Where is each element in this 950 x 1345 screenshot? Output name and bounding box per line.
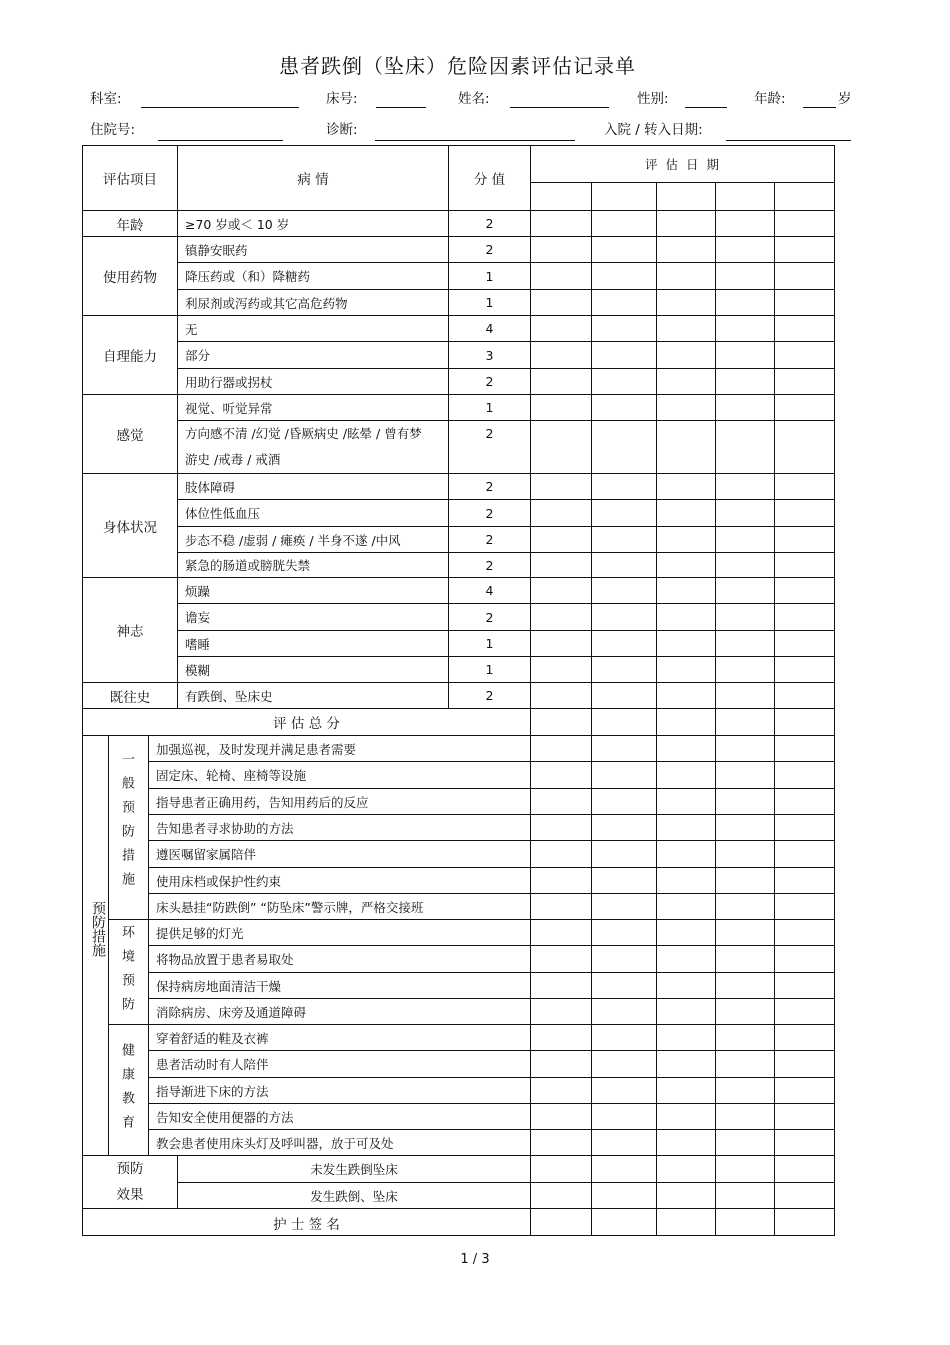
- condition-text: 降压药或（和）降糖药: [177, 262, 448, 289]
- bed-label: 床号:: [326, 91, 358, 107]
- date-entry-cell[interactable]: [591, 708, 656, 735]
- date-entry-cell[interactable]: [774, 893, 835, 919]
- date-entry-cell[interactable]: [530, 1024, 591, 1050]
- date-entry-cell[interactable]: [774, 761, 835, 788]
- date-entry-cell[interactable]: [530, 867, 591, 893]
- date-entry-cell[interactable]: [530, 1103, 591, 1129]
- dept-field[interactable]: [141, 107, 299, 108]
- header-date: 评 估 日 期: [530, 145, 835, 182]
- date-entry-cell[interactable]: [774, 682, 835, 708]
- condition-text: 肢体障碍: [177, 473, 448, 499]
- prevention-item: 加强巡视，及时发现并满足患者需要: [148, 735, 530, 761]
- date-entry-cell[interactable]: [774, 788, 835, 814]
- prevention-item: 保持病房地面清洁干燥: [148, 972, 530, 998]
- date-entry-cell[interactable]: [774, 526, 835, 552]
- category-history: 既往史: [82, 682, 177, 708]
- date-entry-cell[interactable]: [530, 708, 591, 735]
- date-entry-cell[interactable]: [774, 262, 835, 289]
- date-entry-cell[interactable]: [530, 552, 591, 577]
- date-entry-cell[interactable]: [774, 552, 835, 577]
- bed-field[interactable]: [376, 107, 426, 108]
- date-entry-cell[interactable]: [656, 656, 715, 682]
- score-value: 2: [448, 552, 530, 577]
- prevention-item: 将物品放置于患者易取处: [148, 945, 530, 972]
- date-entry-cell[interactable]: [656, 761, 715, 788]
- date-entry-cell[interactable]: [715, 236, 774, 262]
- date-entry-cell[interactable]: [530, 893, 591, 919]
- prevention-item: 使用床档或保护性约束: [148, 867, 530, 893]
- date-entry-cell[interactable]: [656, 420, 715, 473]
- date-entry-cell[interactable]: [656, 1208, 715, 1236]
- prevention-item: 遵医嘱留家属陪伴: [148, 840, 530, 867]
- diagnosis-field[interactable]: [375, 140, 575, 141]
- date-entry-cell[interactable]: [530, 630, 591, 656]
- date-entry-cell[interactable]: [530, 1208, 591, 1236]
- condition-text: 紧急的肠道或膀胱失禁: [177, 552, 448, 577]
- date-entry-cell[interactable]: [530, 315, 591, 341]
- date-cell[interactable]: [656, 182, 715, 210]
- category-consciousness: 神志: [82, 577, 177, 682]
- date-entry-cell[interactable]: [656, 603, 715, 630]
- date-entry-cell[interactable]: [591, 341, 656, 368]
- date-entry-cell[interactable]: [774, 1155, 835, 1182]
- date-entry-cell[interactable]: [591, 603, 656, 630]
- score-value: 2: [448, 682, 530, 708]
- condition-line: 方向感不清 /幻觉 /昏厥病史 /眩晕 / 曾有梦: [185, 426, 422, 441]
- date-entry-cell[interactable]: [656, 210, 715, 236]
- date-entry-cell[interactable]: [656, 867, 715, 893]
- date-entry-cell[interactable]: [715, 577, 774, 603]
- date-entry-cell[interactable]: [591, 893, 656, 919]
- condition-text: 有跌倒、坠床史: [177, 682, 448, 708]
- date-entry-cell[interactable]: [656, 1024, 715, 1050]
- date-entry-cell[interactable]: [774, 814, 835, 840]
- condition-text: 利尿剂或泻药或其它高危药物: [177, 289, 448, 315]
- date-entry-cell[interactable]: [715, 656, 774, 682]
- date-entry-cell[interactable]: [591, 761, 656, 788]
- date-entry-cell[interactable]: [656, 552, 715, 577]
- date-entry-cell[interactable]: [591, 682, 656, 708]
- score-value: 2: [448, 236, 530, 262]
- date-entry-cell[interactable]: [530, 998, 591, 1024]
- date-entry-cell[interactable]: [715, 682, 774, 708]
- date-entry-cell[interactable]: [656, 735, 715, 761]
- date-entry-cell[interactable]: [656, 1155, 715, 1182]
- date-entry-cell[interactable]: [715, 341, 774, 368]
- date-entry-cell[interactable]: [656, 630, 715, 656]
- date-entry-cell[interactable]: [774, 1103, 835, 1129]
- date-entry-cell[interactable]: [591, 315, 656, 341]
- date-entry-cell[interactable]: [530, 499, 591, 526]
- date-entry-cell[interactable]: [591, 945, 656, 972]
- date-entry-cell[interactable]: [530, 945, 591, 972]
- date-entry-cell[interactable]: [715, 315, 774, 341]
- diagnosis-label: 诊断:: [326, 122, 358, 138]
- date-entry-cell[interactable]: [715, 761, 774, 788]
- date-entry-cell[interactable]: [530, 526, 591, 552]
- date-entry-cell[interactable]: [591, 1103, 656, 1129]
- score-value: 2: [448, 499, 530, 526]
- effect-option: 发生跌倒、坠床: [177, 1182, 530, 1208]
- date-entry-cell[interactable]: [774, 1077, 835, 1103]
- condition-text: 步态不稳 /虚弱 / 瘫痪 / 半身不遂 /中风: [177, 526, 448, 552]
- date-entry-cell[interactable]: [774, 603, 835, 630]
- date-entry-cell[interactable]: [774, 972, 835, 998]
- date-entry-cell[interactable]: [591, 526, 656, 552]
- date-entry-cell[interactable]: [656, 1050, 715, 1077]
- date-entry-cell[interactable]: [530, 814, 591, 840]
- date-entry-cell[interactable]: [656, 972, 715, 998]
- date-entry-cell[interactable]: [774, 1050, 835, 1077]
- date-entry-cell[interactable]: [591, 577, 656, 603]
- page-number: 1 / 3: [460, 1252, 490, 1267]
- date-entry-cell[interactable]: [715, 289, 774, 315]
- prevention-item: 床头悬挂“防跌倒” “防坠床”警示牌，严格交接班: [148, 893, 530, 919]
- date-entry-cell[interactable]: [656, 368, 715, 394]
- admit-date-label: 入院 / 转入日期:: [604, 122, 703, 138]
- date-entry-cell[interactable]: [591, 1155, 656, 1182]
- date-entry-cell[interactable]: [530, 735, 591, 761]
- date-cell[interactable]: [715, 182, 774, 210]
- date-entry-cell[interactable]: [715, 1182, 774, 1208]
- prevention-item: 患者活动时有人陪伴: [148, 1050, 530, 1077]
- date-entry-cell[interactable]: [530, 761, 591, 788]
- date-entry-cell[interactable]: [715, 420, 774, 473]
- sex-label: 性别:: [637, 91, 669, 107]
- date-entry-cell[interactable]: [715, 394, 774, 420]
- prevention-item: 消除病房、床旁及通道障碍: [148, 998, 530, 1024]
- sex-field[interactable]: [685, 107, 727, 108]
- prevention-item: 提供足够的灯光: [148, 919, 530, 945]
- prevention-item: 告知患者寻求协助的方法: [148, 814, 530, 840]
- prevention-item: 指导患者正确用药，告知用药后的反应: [148, 788, 530, 814]
- effect-label-line: 预防: [116, 1161, 144, 1177]
- date-entry-cell[interactable]: [715, 526, 774, 552]
- date-entry-cell[interactable]: [530, 473, 591, 499]
- admission-no-field[interactable]: [158, 140, 283, 141]
- date-entry-cell[interactable]: [530, 289, 591, 315]
- prevention-item: 穿着舒适的鞋及衣裤: [148, 1024, 530, 1050]
- nurse-signature-label: 护 士 签 名: [82, 1208, 530, 1236]
- date-entry-cell[interactable]: [591, 499, 656, 526]
- prevention-effect-label: [82, 1155, 177, 1208]
- condition-text: 烦躁: [177, 577, 448, 603]
- date-entry-cell[interactable]: [530, 1077, 591, 1103]
- date-entry-cell[interactable]: [591, 867, 656, 893]
- date-entry-cell[interactable]: [774, 341, 835, 368]
- age-label: 年龄:: [754, 91, 786, 107]
- prevention-item: 告知安全使用便器的方法: [148, 1103, 530, 1129]
- date-entry-cell[interactable]: [656, 998, 715, 1024]
- date-entry-cell[interactable]: [715, 630, 774, 656]
- score-value: 2: [448, 368, 530, 394]
- date-entry-cell[interactable]: [530, 368, 591, 394]
- date-entry-cell[interactable]: [715, 919, 774, 945]
- date-entry-cell[interactable]: [656, 919, 715, 945]
- category-self-care: 自理能力: [82, 315, 177, 394]
- score-value: 1: [448, 289, 530, 315]
- date-entry-cell[interactable]: [591, 1208, 656, 1236]
- category-age: 年龄: [82, 210, 177, 236]
- date-entry-cell[interactable]: [530, 656, 591, 682]
- date-entry-cell[interactable]: [591, 1024, 656, 1050]
- date-entry-cell[interactable]: [715, 788, 774, 814]
- date-entry-cell[interactable]: [591, 788, 656, 814]
- effect-option: 未发生跌倒坠床: [177, 1155, 530, 1182]
- date-entry-cell[interactable]: [656, 262, 715, 289]
- date-entry-cell[interactable]: [656, 1182, 715, 1208]
- category-physical: 身体状况: [82, 473, 177, 577]
- date-entry-cell[interactable]: [656, 788, 715, 814]
- category-medication: 使用药物: [82, 236, 177, 315]
- date-entry-cell[interactable]: [591, 1050, 656, 1077]
- date-entry-cell[interactable]: [530, 262, 591, 289]
- date-entry-cell[interactable]: [715, 945, 774, 972]
- date-entry-cell[interactable]: [774, 315, 835, 341]
- date-entry-cell[interactable]: [774, 708, 835, 735]
- date-entry-cell[interactable]: [591, 210, 656, 236]
- score-value: 2: [448, 526, 530, 552]
- date-entry-cell[interactable]: [774, 236, 835, 262]
- date-entry-cell[interactable]: [774, 1024, 835, 1050]
- admit-date-field[interactable]: [726, 140, 851, 141]
- date-entry-cell[interactable]: [774, 499, 835, 526]
- date-entry-cell[interactable]: [715, 1077, 774, 1103]
- date-entry-cell[interactable]: [656, 394, 715, 420]
- score-value: 4: [448, 315, 530, 341]
- date-entry-cell[interactable]: [715, 499, 774, 526]
- date-entry-cell[interactable]: [591, 473, 656, 499]
- date-entry-cell[interactable]: [774, 998, 835, 1024]
- date-entry-cell[interactable]: [530, 603, 591, 630]
- dept-label: 科室:: [90, 91, 122, 107]
- date-entry-cell[interactable]: [591, 814, 656, 840]
- date-entry-cell[interactable]: [591, 1077, 656, 1103]
- date-entry-cell[interactable]: [656, 1077, 715, 1103]
- condition-text: 体位性低血压: [177, 499, 448, 526]
- date-cell[interactable]: [774, 182, 835, 210]
- date-entry-cell[interactable]: [774, 656, 835, 682]
- prevention-item: 教会患者使用床头灯及呼叫器，放于可及处: [148, 1129, 530, 1155]
- date-entry-cell[interactable]: [715, 368, 774, 394]
- date-entry-cell[interactable]: [530, 682, 591, 708]
- header-score: 分 值: [448, 145, 530, 210]
- condition-text: 谵妄: [177, 603, 448, 630]
- date-entry-cell[interactable]: [591, 289, 656, 315]
- date-entry-cell[interactable]: [591, 1129, 656, 1155]
- page-title: 患者跌倒（坠床）危险因素评估记录单: [279, 54, 636, 78]
- date-entry-cell[interactable]: [530, 788, 591, 814]
- date-entry-cell[interactable]: [715, 1129, 774, 1155]
- date-entry-cell[interactable]: [656, 708, 715, 735]
- date-entry-cell[interactable]: [656, 473, 715, 499]
- condition-text: 嗜睡: [177, 630, 448, 656]
- condition-text: 模糊: [177, 656, 448, 682]
- date-entry-cell[interactable]: [656, 315, 715, 341]
- date-cell[interactable]: [591, 182, 656, 210]
- date-entry-cell[interactable]: [591, 735, 656, 761]
- date-entry-cell[interactable]: [591, 840, 656, 867]
- date-entry-cell[interactable]: [774, 735, 835, 761]
- score-value: 1: [448, 656, 530, 682]
- date-entry-cell[interactable]: [656, 1129, 715, 1155]
- condition-text: 视觉、听觉异常: [177, 394, 448, 420]
- score-value: 1: [448, 630, 530, 656]
- date-entry-cell[interactable]: [530, 577, 591, 603]
- date-entry-cell[interactable]: [591, 919, 656, 945]
- date-entry-cell[interactable]: [591, 368, 656, 394]
- prevention-item: 指导渐进下床的方法: [148, 1077, 530, 1103]
- date-entry-cell[interactable]: [774, 394, 835, 420]
- age-field[interactable]: [803, 107, 836, 108]
- date-entry-cell[interactable]: [656, 577, 715, 603]
- date-entry-cell[interactable]: [530, 420, 591, 473]
- score-value: 1: [448, 394, 530, 420]
- date-entry-cell[interactable]: [656, 682, 715, 708]
- date-entry-cell[interactable]: [774, 420, 835, 473]
- date-entry-cell[interactable]: [591, 394, 656, 420]
- condition-text: 部分: [177, 341, 448, 368]
- date-entry-cell[interactable]: [774, 577, 835, 603]
- date-entry-cell[interactable]: [715, 1103, 774, 1129]
- date-entry-cell[interactable]: [774, 1182, 835, 1208]
- date-entry-cell[interactable]: [715, 814, 774, 840]
- date-entry-cell[interactable]: [774, 919, 835, 945]
- age-unit: 岁: [838, 91, 852, 107]
- date-entry-cell[interactable]: [715, 735, 774, 761]
- score-value: 2: [448, 473, 530, 499]
- category-sensation: 感觉: [82, 394, 177, 473]
- date-entry-cell[interactable]: [530, 1050, 591, 1077]
- date-entry-cell[interactable]: [715, 262, 774, 289]
- date-entry-cell[interactable]: [656, 341, 715, 368]
- prevention-group-label: 健康教育: [119, 1043, 134, 1139]
- score-value: 1: [448, 262, 530, 289]
- date-entry-cell[interactable]: [530, 840, 591, 867]
- date-entry-cell[interactable]: [774, 1129, 835, 1155]
- total-score-label: 评 估 总 分: [82, 708, 530, 735]
- assessment-table: [82, 145, 835, 1236]
- date-entry-cell[interactable]: [530, 341, 591, 368]
- name-label: 姓名:: [458, 91, 490, 107]
- date-entry-cell[interactable]: [715, 972, 774, 998]
- date-entry-cell[interactable]: [530, 394, 591, 420]
- date-entry-cell[interactable]: [530, 210, 591, 236]
- date-entry-cell[interactable]: [715, 552, 774, 577]
- date-entry-cell[interactable]: [591, 262, 656, 289]
- date-entry-cell[interactable]: [715, 210, 774, 236]
- condition-text: 无: [177, 315, 448, 341]
- date-entry-cell[interactable]: [774, 210, 835, 236]
- date-entry-cell[interactable]: [591, 630, 656, 656]
- date-entry-cell[interactable]: [656, 236, 715, 262]
- name-field[interactable]: [510, 107, 609, 108]
- date-entry-cell[interactable]: [715, 893, 774, 919]
- condition-text: 用助行器或拐杖: [177, 368, 448, 394]
- date-entry-cell[interactable]: [715, 867, 774, 893]
- date-entry-cell[interactable]: [715, 473, 774, 499]
- condition-text-multiline: [177, 420, 448, 473]
- prevention-vertical-label: 预防措施: [90, 901, 106, 957]
- date-entry-cell[interactable]: [715, 1050, 774, 1077]
- score-value: 3: [448, 341, 530, 368]
- date-entry-cell[interactable]: [774, 368, 835, 394]
- condition-text: ≥70 岁或＜ 10 岁: [177, 210, 448, 236]
- date-entry-cell[interactable]: [591, 972, 656, 998]
- date-entry-cell[interactable]: [656, 526, 715, 552]
- date-entry-cell[interactable]: [774, 867, 835, 893]
- date-entry-cell[interactable]: [591, 236, 656, 262]
- admission-no-label: 住院号:: [90, 122, 136, 138]
- date-entry-cell[interactable]: [656, 814, 715, 840]
- score-value: 2: [448, 210, 530, 236]
- date-entry-cell[interactable]: [715, 708, 774, 735]
- date-entry-cell[interactable]: [591, 420, 656, 473]
- date-cell[interactable]: [530, 182, 591, 210]
- date-entry-cell[interactable]: [715, 1155, 774, 1182]
- header-condition: 病 情: [177, 145, 448, 210]
- prevention-item: 固定床、轮椅、座椅等设施: [148, 761, 530, 788]
- date-entry-cell[interactable]: [715, 1024, 774, 1050]
- date-entry-cell[interactable]: [656, 840, 715, 867]
- date-entry-cell[interactable]: [774, 840, 835, 867]
- date-entry-cell[interactable]: [530, 1155, 591, 1182]
- date-entry-cell[interactable]: [774, 289, 835, 315]
- date-entry-cell[interactable]: [656, 1103, 715, 1129]
- date-entry-cell[interactable]: [530, 919, 591, 945]
- date-entry-cell[interactable]: [591, 998, 656, 1024]
- effect-label-line: 效果: [116, 1187, 144, 1203]
- date-entry-cell[interactable]: [715, 1208, 774, 1236]
- date-entry-cell[interactable]: [774, 1208, 835, 1236]
- date-entry-cell[interactable]: [591, 552, 656, 577]
- condition-line: 游史 /戒毒 / 戒酒: [185, 452, 281, 467]
- header-item: 评估项目: [82, 145, 177, 210]
- date-entry-cell[interactable]: [530, 236, 591, 262]
- date-entry-cell[interactable]: [530, 972, 591, 998]
- date-entry-cell[interactable]: [656, 945, 715, 972]
- condition-text: 镇静安眠药: [177, 236, 448, 262]
- date-entry-cell[interactable]: [591, 656, 656, 682]
- date-entry-cell[interactable]: [530, 1182, 591, 1208]
- date-entry-cell[interactable]: [715, 840, 774, 867]
- date-entry-cell[interactable]: [656, 499, 715, 526]
- date-entry-cell[interactable]: [774, 630, 835, 656]
- date-entry-cell[interactable]: [774, 945, 835, 972]
- score-value: 2: [448, 420, 530, 473]
- prevention-group-label: 环境预防: [119, 925, 134, 1021]
- date-entry-cell[interactable]: [656, 893, 715, 919]
- date-entry-cell[interactable]: [774, 473, 835, 499]
- date-entry-cell[interactable]: [715, 603, 774, 630]
- prevention-group-label: 一般预防措施: [119, 752, 134, 896]
- date-entry-cell[interactable]: [656, 289, 715, 315]
- date-entry-cell[interactable]: [530, 1129, 591, 1155]
- date-entry-cell[interactable]: [591, 1182, 656, 1208]
- date-entry-cell[interactable]: [715, 998, 774, 1024]
- score-value: 4: [448, 577, 530, 603]
- score-value: 2: [448, 603, 530, 630]
